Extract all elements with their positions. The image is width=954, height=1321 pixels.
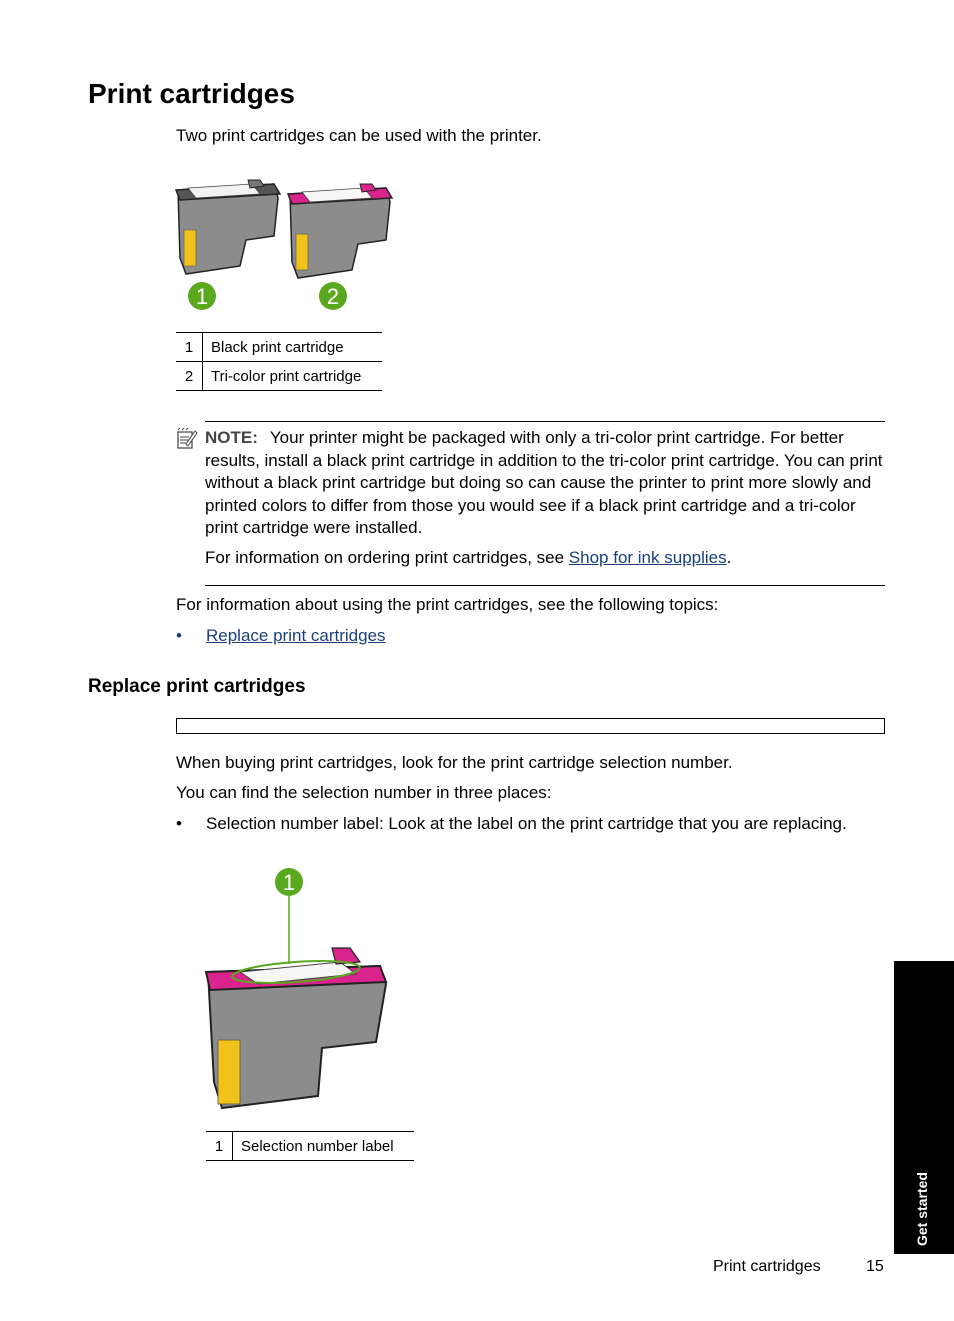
shop-for-ink-supplies-link[interactable]: Shop for ink supplies bbox=[568, 548, 727, 567]
tricolor-cartridge-illustration bbox=[206, 948, 386, 1108]
cartridges-figure bbox=[174, 178, 394, 318]
bullet-icon: • bbox=[176, 626, 182, 645]
bullet-icon: • bbox=[176, 814, 182, 833]
legend-label: Selection number label bbox=[233, 1132, 415, 1161]
note-ordering-text: For information on ordering print cartridges, see bbox=[205, 548, 569, 567]
legend-number: 1 bbox=[176, 333, 203, 362]
legend-label: Tri-color print cartridge bbox=[203, 362, 383, 391]
topics-intro: For information about using the print cartridges, see the following topics: bbox=[176, 595, 719, 614]
note-icon bbox=[176, 428, 198, 450]
section-side-tab bbox=[894, 961, 954, 1254]
section-paragraph-2: You can find the selection number in three places: bbox=[176, 783, 552, 802]
side-tab-label: Get started bbox=[914, 1172, 930, 1246]
callout-2-icon bbox=[319, 282, 347, 310]
empty-bordered-box bbox=[176, 718, 885, 734]
note-text bbox=[205, 427, 885, 540]
note-top-rule bbox=[205, 421, 885, 422]
svg-text:1: 1 bbox=[282, 870, 296, 895]
legend-label: Black print cartridge bbox=[203, 333, 383, 362]
section-heading: Replace print cartridges bbox=[88, 676, 306, 697]
selection-legend-table bbox=[206, 1131, 414, 1161]
svg-text:2: 2 bbox=[326, 284, 340, 309]
callout-1-icon bbox=[275, 868, 303, 896]
callout-1-icon bbox=[188, 282, 216, 310]
page-title: Print cartridges bbox=[88, 78, 295, 109]
note-ordering-info bbox=[205, 548, 885, 568]
legend-number: 2 bbox=[176, 362, 203, 391]
cartridges-legend-table bbox=[176, 332, 382, 391]
footer-section-name: Print cartridges bbox=[713, 1258, 821, 1275]
table-row bbox=[176, 333, 382, 362]
black-cartridge-illustration bbox=[176, 180, 280, 274]
table-row bbox=[176, 362, 382, 391]
page-number: 15 bbox=[866, 1258, 884, 1275]
table-row bbox=[206, 1132, 414, 1161]
section-paragraph-1: When buying print cartridges, look for the print cartridge selection number. bbox=[176, 753, 733, 772]
tricolor-cartridge-illustration bbox=[288, 184, 392, 278]
legend-number: 1 bbox=[206, 1132, 233, 1161]
note-body: Your printer might be packaged with only a tri-color print cartridge. For better results, install a black print cartridge in addition to the tri-color print cartridge. You can print without a black print cartridge but doing so can cause the printer to print more slowly and printed colors to differ from those you would see if a black print cartridge and a tri-color print cartridge were installed. bbox=[205, 428, 883, 537]
replace-print-cartridges-link[interactable]: Replace print cartridges bbox=[206, 626, 386, 645]
svg-text:1: 1 bbox=[195, 284, 209, 309]
note-ordering-suffix: . bbox=[726, 548, 732, 567]
selection-label-figure bbox=[200, 862, 400, 1117]
selection-label-bullet: Selection number label: Look at the label on the print cartridge that you are replacing. bbox=[206, 814, 847, 833]
intro-text: Two print cartridges can be used with the printer. bbox=[176, 126, 542, 145]
note-label: NOTE: bbox=[205, 428, 258, 447]
note-bottom-rule bbox=[205, 585, 885, 586]
